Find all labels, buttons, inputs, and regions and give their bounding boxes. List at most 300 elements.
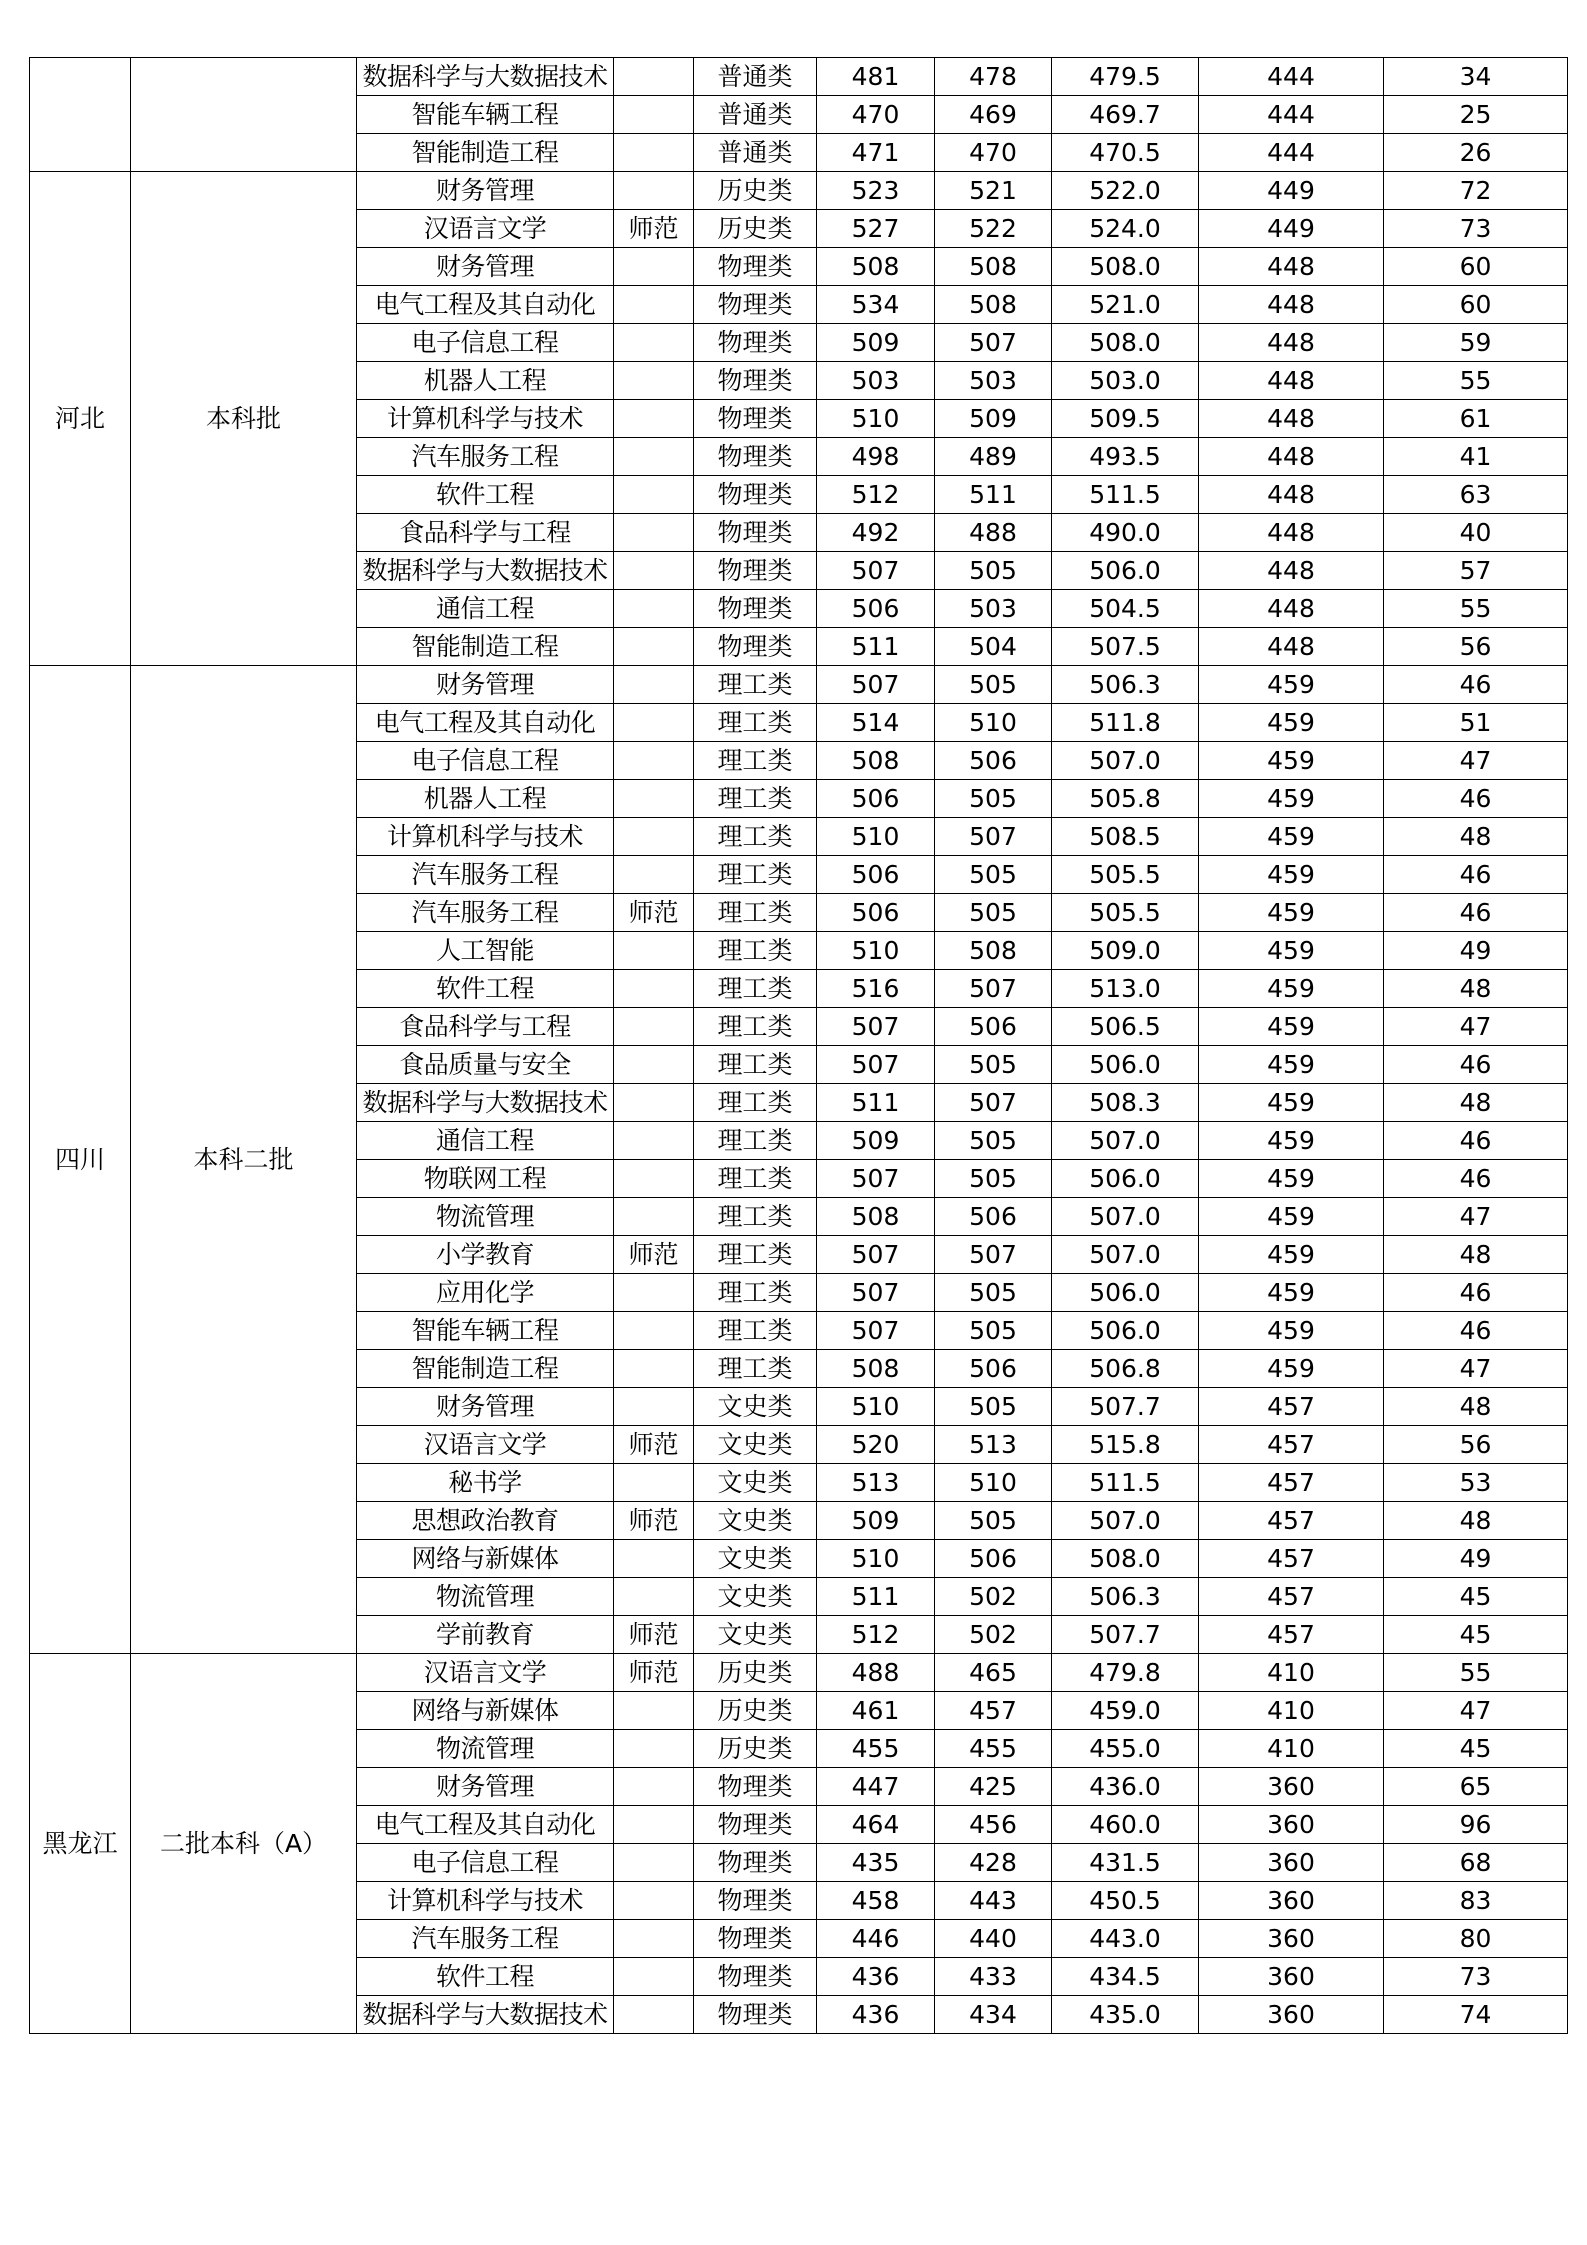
control-line-cell: 459	[1199, 1312, 1384, 1350]
min-score-cell: 478	[935, 58, 1052, 96]
control-line-cell: 360	[1199, 1806, 1384, 1844]
note-cell	[614, 134, 694, 172]
score-diff-cell: 59	[1384, 324, 1568, 362]
category-cell: 物理类	[694, 400, 817, 438]
max-score-cell: 503	[817, 362, 935, 400]
avg-score-cell: 455.0	[1052, 1730, 1199, 1768]
control-line-cell: 459	[1199, 1084, 1384, 1122]
avg-score-cell: 506.5	[1052, 1008, 1199, 1046]
max-score-cell: 492	[817, 514, 935, 552]
control-line-cell: 459	[1199, 932, 1384, 970]
control-line-cell: 360	[1199, 1996, 1384, 2034]
major-cell: 机器人工程	[357, 362, 614, 400]
avg-score-cell: 503.0	[1052, 362, 1199, 400]
major-cell: 智能制造工程	[357, 1350, 614, 1388]
max-score-cell: 506	[817, 780, 935, 818]
control-line-cell: 459	[1199, 1198, 1384, 1236]
control-line-cell: 457	[1199, 1502, 1384, 1540]
min-score-cell: 506	[935, 1350, 1052, 1388]
avg-score-cell: 479.5	[1052, 58, 1199, 96]
min-score-cell: 521	[935, 172, 1052, 210]
control-line-cell: 410	[1199, 1730, 1384, 1768]
min-score-cell: 504	[935, 628, 1052, 666]
avg-score-cell: 479.8	[1052, 1654, 1199, 1692]
score-diff-cell: 55	[1384, 1654, 1568, 1692]
major-cell: 计算机科学与技术	[357, 1882, 614, 1920]
category-cell: 理工类	[694, 1274, 817, 1312]
avg-score-cell: 506.0	[1052, 1274, 1199, 1312]
major-cell: 数据科学与大数据技术	[357, 552, 614, 590]
max-score-cell: 511	[817, 1578, 935, 1616]
score-diff-cell: 46	[1384, 894, 1568, 932]
score-diff-cell: 55	[1384, 590, 1568, 628]
category-cell: 理工类	[694, 742, 817, 780]
min-score-cell: 506	[935, 742, 1052, 780]
avg-score-cell: 507.7	[1052, 1616, 1199, 1654]
major-cell: 汉语言文学	[357, 1654, 614, 1692]
control-line-cell: 459	[1199, 1008, 1384, 1046]
max-score-cell: 464	[817, 1806, 935, 1844]
min-score-cell: 425	[935, 1768, 1052, 1806]
avg-score-cell: 506.0	[1052, 1046, 1199, 1084]
major-cell: 汽车服务工程	[357, 1920, 614, 1958]
category-cell: 历史类	[694, 210, 817, 248]
note-cell	[614, 1578, 694, 1616]
major-cell: 电气工程及其自动化	[357, 704, 614, 742]
score-diff-cell: 46	[1384, 856, 1568, 894]
min-score-cell: 434	[935, 1996, 1052, 2034]
avg-score-cell: 509.5	[1052, 400, 1199, 438]
avg-score-cell: 460.0	[1052, 1806, 1199, 1844]
score-diff-cell: 48	[1384, 1388, 1568, 1426]
category-cell: 理工类	[694, 1198, 817, 1236]
score-diff-cell: 56	[1384, 628, 1568, 666]
min-score-cell: 465	[935, 1654, 1052, 1692]
note-cell	[614, 1008, 694, 1046]
major-cell: 物流管理	[357, 1730, 614, 1768]
note-cell	[614, 552, 694, 590]
control-line-cell: 459	[1199, 818, 1384, 856]
score-diff-cell: 48	[1384, 818, 1568, 856]
max-score-cell: 436	[817, 1958, 935, 1996]
table-row	[30, 58, 1568, 96]
major-cell: 汽车服务工程	[357, 894, 614, 932]
control-line-cell: 360	[1199, 1844, 1384, 1882]
min-score-cell: 457	[935, 1692, 1052, 1730]
category-cell: 理工类	[694, 970, 817, 1008]
min-score-cell: 503	[935, 362, 1052, 400]
major-cell: 汽车服务工程	[357, 856, 614, 894]
category-cell: 理工类	[694, 1008, 817, 1046]
control-line-cell: 448	[1199, 552, 1384, 590]
category-cell: 物理类	[694, 248, 817, 286]
category-cell: 理工类	[694, 780, 817, 818]
note-cell	[614, 780, 694, 818]
major-cell: 软件工程	[357, 970, 614, 1008]
max-score-cell: 488	[817, 1654, 935, 1692]
category-cell: 理工类	[694, 894, 817, 932]
major-cell: 智能制造工程	[357, 628, 614, 666]
min-score-cell: 433	[935, 1958, 1052, 1996]
min-score-cell: 505	[935, 856, 1052, 894]
major-cell: 物流管理	[357, 1198, 614, 1236]
category-cell: 理工类	[694, 1084, 817, 1122]
note-cell: 师范	[614, 1616, 694, 1654]
avg-score-cell: 511.5	[1052, 1464, 1199, 1502]
max-score-cell: 506	[817, 590, 935, 628]
score-diff-cell: 26	[1384, 134, 1568, 172]
avg-score-cell: 515.8	[1052, 1426, 1199, 1464]
batch-cell: 本科二批	[131, 666, 357, 1654]
score-diff-cell: 51	[1384, 704, 1568, 742]
min-score-cell: 510	[935, 1464, 1052, 1502]
category-cell: 文史类	[694, 1464, 817, 1502]
min-score-cell: 505	[935, 1312, 1052, 1350]
category-cell: 文史类	[694, 1616, 817, 1654]
score-diff-cell: 34	[1384, 58, 1568, 96]
control-line-cell: 459	[1199, 742, 1384, 780]
category-cell: 物理类	[694, 628, 817, 666]
category-cell: 物理类	[694, 552, 817, 590]
major-cell: 网络与新媒体	[357, 1692, 614, 1730]
min-score-cell: 506	[935, 1008, 1052, 1046]
note-cell	[614, 1768, 694, 1806]
control-line-cell: 459	[1199, 1350, 1384, 1388]
note-cell	[614, 856, 694, 894]
note-cell	[614, 96, 694, 134]
avg-score-cell: 524.0	[1052, 210, 1199, 248]
major-cell: 软件工程	[357, 1958, 614, 1996]
avg-score-cell: 436.0	[1052, 1768, 1199, 1806]
note-cell	[614, 1388, 694, 1426]
score-diff-cell: 25	[1384, 96, 1568, 134]
score-diff-cell: 73	[1384, 1958, 1568, 1996]
max-score-cell: 507	[817, 552, 935, 590]
province-cell: 黑龙江	[30, 1654, 131, 2034]
min-score-cell: 522	[935, 210, 1052, 248]
avg-score-cell: 504.5	[1052, 590, 1199, 628]
category-cell: 历史类	[694, 1730, 817, 1768]
score-diff-cell: 73	[1384, 210, 1568, 248]
note-cell	[614, 476, 694, 514]
max-score-cell: 508	[817, 1198, 935, 1236]
control-line-cell: 457	[1199, 1464, 1384, 1502]
note-cell	[614, 1692, 694, 1730]
note-cell	[614, 1312, 694, 1350]
max-score-cell: 511	[817, 628, 935, 666]
control-line-cell: 410	[1199, 1692, 1384, 1730]
avg-score-cell: 506.0	[1052, 1312, 1199, 1350]
avg-score-cell: 434.5	[1052, 1958, 1199, 1996]
min-score-cell: 508	[935, 932, 1052, 970]
max-score-cell: 498	[817, 438, 935, 476]
category-cell: 理工类	[694, 1236, 817, 1274]
score-diff-cell: 55	[1384, 362, 1568, 400]
category-cell: 历史类	[694, 172, 817, 210]
max-score-cell: 523	[817, 172, 935, 210]
control-line-cell: 448	[1199, 248, 1384, 286]
category-cell: 历史类	[694, 1692, 817, 1730]
note-cell	[614, 1844, 694, 1882]
control-line-cell: 459	[1199, 780, 1384, 818]
control-line-cell: 448	[1199, 590, 1384, 628]
category-cell: 普通类	[694, 134, 817, 172]
avg-score-cell: 508.5	[1052, 818, 1199, 856]
min-score-cell: 505	[935, 552, 1052, 590]
score-diff-cell: 57	[1384, 552, 1568, 590]
control-line-cell: 457	[1199, 1616, 1384, 1654]
score-diff-cell: 53	[1384, 1464, 1568, 1502]
min-score-cell: 456	[935, 1806, 1052, 1844]
min-score-cell: 508	[935, 286, 1052, 324]
note-cell	[614, 1198, 694, 1236]
min-score-cell: 505	[935, 666, 1052, 704]
major-cell: 计算机科学与技术	[357, 400, 614, 438]
note-cell	[614, 1730, 694, 1768]
note-cell: 师范	[614, 1502, 694, 1540]
control-line-cell: 459	[1199, 1160, 1384, 1198]
note-cell	[614, 1084, 694, 1122]
category-cell: 物理类	[694, 1768, 817, 1806]
major-cell: 电子信息工程	[357, 1844, 614, 1882]
max-score-cell: 471	[817, 134, 935, 172]
category-cell: 理工类	[694, 1122, 817, 1160]
max-score-cell: 510	[817, 400, 935, 438]
min-score-cell: 505	[935, 1046, 1052, 1084]
control-line-cell: 457	[1199, 1540, 1384, 1578]
max-score-cell: 512	[817, 476, 935, 514]
control-line-cell: 444	[1199, 58, 1384, 96]
major-cell: 思想政治教育	[357, 1502, 614, 1540]
note-cell	[614, 1350, 694, 1388]
max-score-cell: 508	[817, 742, 935, 780]
category-cell: 物理类	[694, 438, 817, 476]
avg-score-cell: 490.0	[1052, 514, 1199, 552]
avg-score-cell: 470.5	[1052, 134, 1199, 172]
avg-score-cell: 431.5	[1052, 1844, 1199, 1882]
score-diff-cell: 68	[1384, 1844, 1568, 1882]
major-cell: 财务管理	[357, 1388, 614, 1426]
note-cell: 师范	[614, 894, 694, 932]
major-cell: 网络与新媒体	[357, 1540, 614, 1578]
control-line-cell: 448	[1199, 324, 1384, 362]
note-cell	[614, 742, 694, 780]
note-cell	[614, 1958, 694, 1996]
major-cell: 数据科学与大数据技术	[357, 58, 614, 96]
max-score-cell: 446	[817, 1920, 935, 1958]
avg-score-cell: 513.0	[1052, 970, 1199, 1008]
avg-score-cell: 505.5	[1052, 894, 1199, 932]
min-score-cell: 505	[935, 1274, 1052, 1312]
max-score-cell: 510	[817, 1388, 935, 1426]
major-cell: 食品科学与工程	[357, 514, 614, 552]
max-score-cell: 507	[817, 1312, 935, 1350]
category-cell: 物理类	[694, 590, 817, 628]
score-diff-cell: 47	[1384, 1008, 1568, 1046]
min-score-cell: 507	[935, 324, 1052, 362]
score-diff-cell: 46	[1384, 1046, 1568, 1084]
major-cell: 软件工程	[357, 476, 614, 514]
avg-score-cell: 506.0	[1052, 1160, 1199, 1198]
min-score-cell: 507	[935, 1084, 1052, 1122]
note-cell	[614, 1882, 694, 1920]
avg-score-cell: 507.7	[1052, 1388, 1199, 1426]
category-cell: 物理类	[694, 286, 817, 324]
control-line-cell: 449	[1199, 210, 1384, 248]
table-row	[30, 172, 1568, 210]
min-score-cell: 440	[935, 1920, 1052, 1958]
note-cell	[614, 704, 694, 742]
max-score-cell: 510	[817, 932, 935, 970]
min-score-cell: 507	[935, 1236, 1052, 1274]
category-cell: 理工类	[694, 1160, 817, 1198]
avg-score-cell: 508.3	[1052, 1084, 1199, 1122]
note-cell	[614, 1046, 694, 1084]
max-score-cell: 507	[817, 1274, 935, 1312]
category-cell: 物理类	[694, 1844, 817, 1882]
major-cell: 人工智能	[357, 932, 614, 970]
score-diff-cell: 47	[1384, 1350, 1568, 1388]
min-score-cell: 505	[935, 1122, 1052, 1160]
note-cell: 师范	[614, 210, 694, 248]
category-cell: 文史类	[694, 1426, 817, 1464]
category-cell: 理工类	[694, 932, 817, 970]
score-diff-cell: 74	[1384, 1996, 1568, 2034]
note-cell: 师范	[614, 1236, 694, 1274]
max-score-cell: 512	[817, 1616, 935, 1654]
category-cell: 普通类	[694, 96, 817, 134]
max-score-cell: 511	[817, 1084, 935, 1122]
max-score-cell: 520	[817, 1426, 935, 1464]
control-line-cell: 360	[1199, 1920, 1384, 1958]
avg-score-cell: 508.0	[1052, 248, 1199, 286]
control-line-cell: 448	[1199, 628, 1384, 666]
min-score-cell: 507	[935, 818, 1052, 856]
category-cell: 理工类	[694, 666, 817, 704]
max-score-cell: 527	[817, 210, 935, 248]
max-score-cell: 507	[817, 1008, 935, 1046]
province-cell: 四川	[30, 666, 131, 1654]
control-line-cell: 459	[1199, 856, 1384, 894]
province-cell: 河北	[30, 172, 131, 666]
score-diff-cell: 46	[1384, 780, 1568, 818]
score-diff-cell: 41	[1384, 438, 1568, 476]
category-cell: 物理类	[694, 324, 817, 362]
min-score-cell: 443	[935, 1882, 1052, 1920]
note-cell	[614, 628, 694, 666]
max-score-cell: 458	[817, 1882, 935, 1920]
control-line-cell: 459	[1199, 1046, 1384, 1084]
major-cell: 通信工程	[357, 590, 614, 628]
max-score-cell: 506	[817, 856, 935, 894]
avg-score-cell: 507.5	[1052, 628, 1199, 666]
note-cell	[614, 58, 694, 96]
major-cell: 秘书学	[357, 1464, 614, 1502]
batch-cell: 本科批	[131, 172, 357, 666]
control-line-cell: 360	[1199, 1882, 1384, 1920]
max-score-cell: 510	[817, 818, 935, 856]
score-diff-cell: 65	[1384, 1768, 1568, 1806]
min-score-cell: 502	[935, 1578, 1052, 1616]
score-diff-cell: 61	[1384, 400, 1568, 438]
score-diff-cell: 46	[1384, 1160, 1568, 1198]
control-line-cell: 448	[1199, 286, 1384, 324]
control-line-cell: 459	[1199, 1236, 1384, 1274]
note-cell	[614, 172, 694, 210]
major-cell: 物联网工程	[357, 1160, 614, 1198]
avg-score-cell: 493.5	[1052, 438, 1199, 476]
batch-cell: 二批本科（A）	[131, 1654, 357, 2034]
avg-score-cell: 505.8	[1052, 780, 1199, 818]
avg-score-cell: 509.0	[1052, 932, 1199, 970]
control-line-cell: 448	[1199, 514, 1384, 552]
note-cell	[614, 1920, 694, 1958]
table-body	[30, 58, 1568, 2034]
max-score-cell: 507	[817, 1046, 935, 1084]
major-cell: 财务管理	[357, 1768, 614, 1806]
max-score-cell: 509	[817, 324, 935, 362]
major-cell: 电子信息工程	[357, 742, 614, 780]
min-score-cell: 506	[935, 1540, 1052, 1578]
score-diff-cell: 47	[1384, 1692, 1568, 1730]
max-score-cell: 516	[817, 970, 935, 1008]
min-score-cell: 507	[935, 970, 1052, 1008]
min-score-cell: 503	[935, 590, 1052, 628]
batch-cell	[131, 58, 357, 172]
score-diff-cell: 40	[1384, 514, 1568, 552]
avg-score-cell: 507.0	[1052, 1236, 1199, 1274]
score-diff-cell: 48	[1384, 1084, 1568, 1122]
avg-score-cell: 506.8	[1052, 1350, 1199, 1388]
control-line-cell: 457	[1199, 1388, 1384, 1426]
category-cell: 物理类	[694, 514, 817, 552]
max-score-cell: 481	[817, 58, 935, 96]
major-cell: 食品质量与安全	[357, 1046, 614, 1084]
control-line-cell: 444	[1199, 134, 1384, 172]
max-score-cell: 435	[817, 1844, 935, 1882]
avg-score-cell: 507.0	[1052, 1502, 1199, 1540]
score-diff-cell: 96	[1384, 1806, 1568, 1844]
min-score-cell: 509	[935, 400, 1052, 438]
min-score-cell: 506	[935, 1198, 1052, 1236]
category-cell: 物理类	[694, 1920, 817, 1958]
note-cell	[614, 666, 694, 704]
note-cell	[614, 932, 694, 970]
avg-score-cell: 521.0	[1052, 286, 1199, 324]
major-cell: 汽车服务工程	[357, 438, 614, 476]
note-cell	[614, 286, 694, 324]
major-cell: 电子信息工程	[357, 324, 614, 362]
note-cell	[614, 362, 694, 400]
score-diff-cell: 80	[1384, 1920, 1568, 1958]
major-cell: 电气工程及其自动化	[357, 1806, 614, 1844]
min-score-cell: 505	[935, 1388, 1052, 1426]
score-diff-cell: 47	[1384, 742, 1568, 780]
category-cell: 理工类	[694, 856, 817, 894]
control-line-cell: 448	[1199, 400, 1384, 438]
major-cell: 财务管理	[357, 172, 614, 210]
max-score-cell: 470	[817, 96, 935, 134]
major-cell: 财务管理	[357, 666, 614, 704]
category-cell: 物理类	[694, 1996, 817, 2034]
min-score-cell: 505	[935, 894, 1052, 932]
max-score-cell: 506	[817, 894, 935, 932]
avg-score-cell: 508.0	[1052, 1540, 1199, 1578]
min-score-cell: 510	[935, 704, 1052, 742]
category-cell: 文史类	[694, 1540, 817, 1578]
category-cell: 物理类	[694, 1958, 817, 1996]
min-score-cell: 513	[935, 1426, 1052, 1464]
